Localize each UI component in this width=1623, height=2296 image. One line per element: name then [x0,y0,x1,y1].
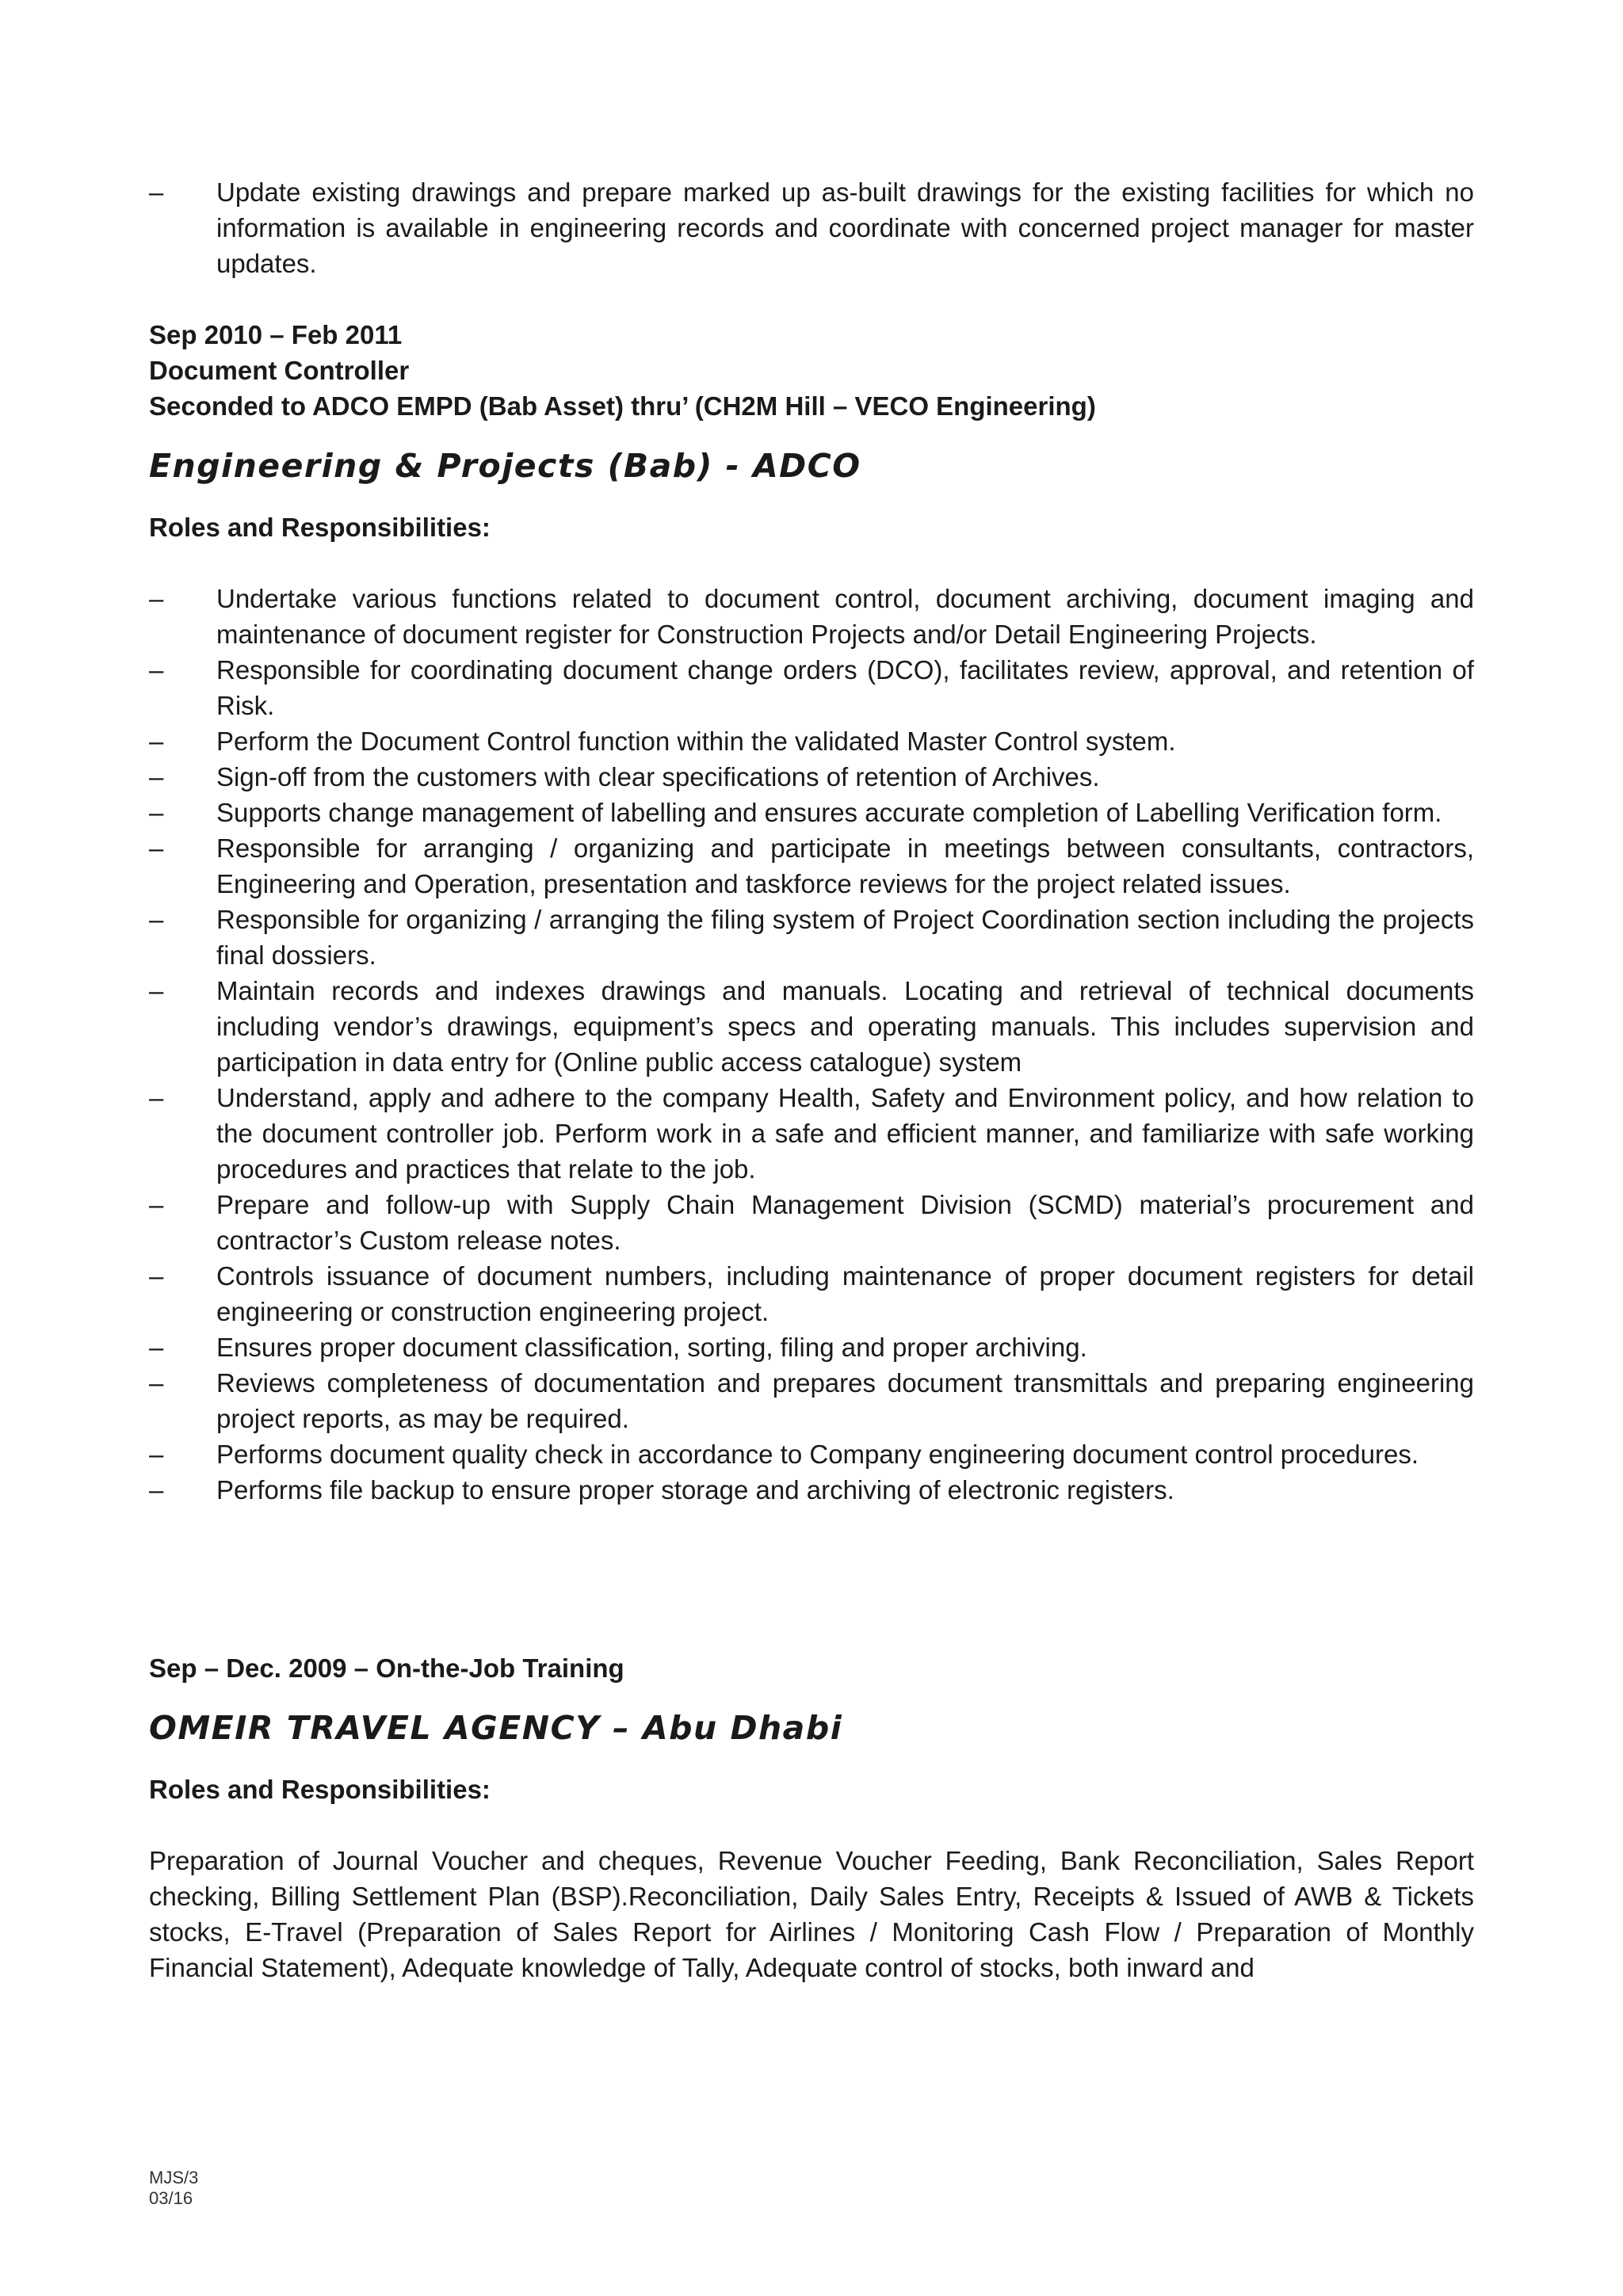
bullet-text: Reviews completeness of documentation and prepares document transmittals and preparing engineering project reports, as may be required. [216,1368,1474,1433]
list-item [149,1258,1474,1329]
list-item [149,1187,1474,1258]
bullet-text: Perform the Document Control function within the validated Master Control system. [216,727,1176,756]
bullet-dash: – [149,1440,164,1469]
responsibilities-paragraph: Preparation of Journal Voucher and cheques, Revenue Voucher Feeding, Bank Reconciliation, Sales Report checking, Billing Settlement Plan (BSP).Reconciliation, Daily Sales Entry, Receipts & Issued of AWB & Tickets stocks, E-Travel (Preparation of Sales Report for Airlines / Monitoring Cash Flow / Preparation of Monthly Financial Statement), Adequate knowledge of Tally, Adequate control of stocks, both inward and [149,1846,1474,1982]
bullet-dash: – [149,1190,164,1219]
bullet-text: Responsible for organizing / arranging the filing system of Project Coordination section including the projects final dossiers. [216,905,1474,970]
bullet-text: Responsible for coordinating document change orders (DCO), facilitates review, approval, and retention of Risk. [216,655,1474,720]
bullet-dash: – [149,1083,164,1112]
job-dates: Sep 2010 – Feb 2011 [149,320,403,349]
page-content [149,174,1474,1985]
list-item [149,902,1474,973]
bullet-text: Undertake various functions related to document control, document archiving, document imaging and maintenance of document register for Construction Projects and/or Detail Engineering Projects. [216,584,1474,649]
bullet-text: Controls issuance of document numbers, including maintenance of proper document registers for detail engineering or construction engineering project. [216,1261,1474,1326]
bullet-text: Prepare and follow-up with Supply Chain Management Division (SCMD) material’s procurement and contractor’s Custom release notes. [216,1190,1474,1255]
list-item [149,1080,1474,1187]
bullet-dash: – [149,833,164,863]
bullet-dash: – [149,655,164,685]
list-item [149,1329,1474,1365]
list-item [149,1365,1474,1436]
bullet-dash: – [149,177,164,207]
list-item [149,1436,1474,1472]
bullet-text: Responsible for arranging / organizing and participate in meetings between consultants, contractors, Engineering and Operation, presentation and taskforce reviews for the project related issues. [216,833,1474,898]
roles-heading: Roles and Responsibilities: [149,513,491,542]
list-item [149,973,1474,1080]
job-dates-title: Sep – Dec. 2009 – On-the-Job Training [149,1653,624,1683]
list-item [149,1472,1474,1508]
bullet-dash: – [149,1475,164,1505]
bullet-text: Supports change management of labelling and ensures accurate completion of Labelling Verification form. [216,798,1442,827]
bullet-dash: – [149,798,164,827]
list-item [149,652,1474,723]
bullet-text: Performs document quality check in accordance to Company engineering document control procedures. [216,1440,1419,1469]
bullet-text: Update existing drawings and prepare marked up as-built drawings for the existing facilities for which no information is available in engineering records and coordinate with concerned project manager for master updates. [216,177,1474,278]
job-secondment: Seconded to ADCO EMPD (Bab Asset) thru’ (CH2M Hill – VECO Engineering) [149,391,1096,421]
bullet-text: Performs file backup to ensure proper storage and archiving of electronic registers. [216,1475,1174,1505]
list-item [149,174,1474,281]
bullet-text: Ensures proper document classification, sorting, filing and proper archiving. [216,1333,1087,1362]
list-item [149,759,1474,795]
job-title: Document Controller [149,356,410,385]
footer-ref: MJS/3 [149,2168,199,2187]
company-heading: OMEIR TRAVEL AGENCY – Abu Dhabi [149,1709,843,1747]
intro-bullet-list [149,174,1474,281]
bullet-dash: – [149,905,164,934]
roles-heading: Roles and Responsibilities: [149,1775,491,1804]
page-footer [149,2168,198,2209]
responsibilities-list [149,581,1474,1508]
bullet-dash: – [149,1261,164,1291]
bullet-text: Maintain records and indexes drawings and manuals. Locating and retrieval of technical documents including vendor’s drawings, equipment’s specs and operating manuals. This includes supervision and participation in data entry for (Online public access catalogue) system [216,976,1474,1077]
footer-date: 03/16 [149,2188,193,2208]
list-item [149,830,1474,902]
bullet-text: Sign-off from the customers with clear specifications of retention of Archives. [216,762,1100,791]
bullet-text: Understand, apply and adhere to the company Health, Safety and Environment policy, and how relation to the document controller job. Perform work in a safe and efficient manner, and familiarize with safe working procedures and practices that relate to the job. [216,1083,1474,1184]
bullet-dash: – [149,727,164,756]
bullet-dash: – [149,976,164,1005]
bullet-dash: – [149,1368,164,1398]
list-item [149,795,1474,830]
company-heading: Engineering & Projects (Bab) - ADCO [149,447,861,485]
bullet-dash: – [149,584,164,613]
bullet-dash: – [149,762,164,791]
list-item [149,581,1474,652]
bullet-dash: – [149,1333,164,1362]
list-item [149,723,1474,759]
